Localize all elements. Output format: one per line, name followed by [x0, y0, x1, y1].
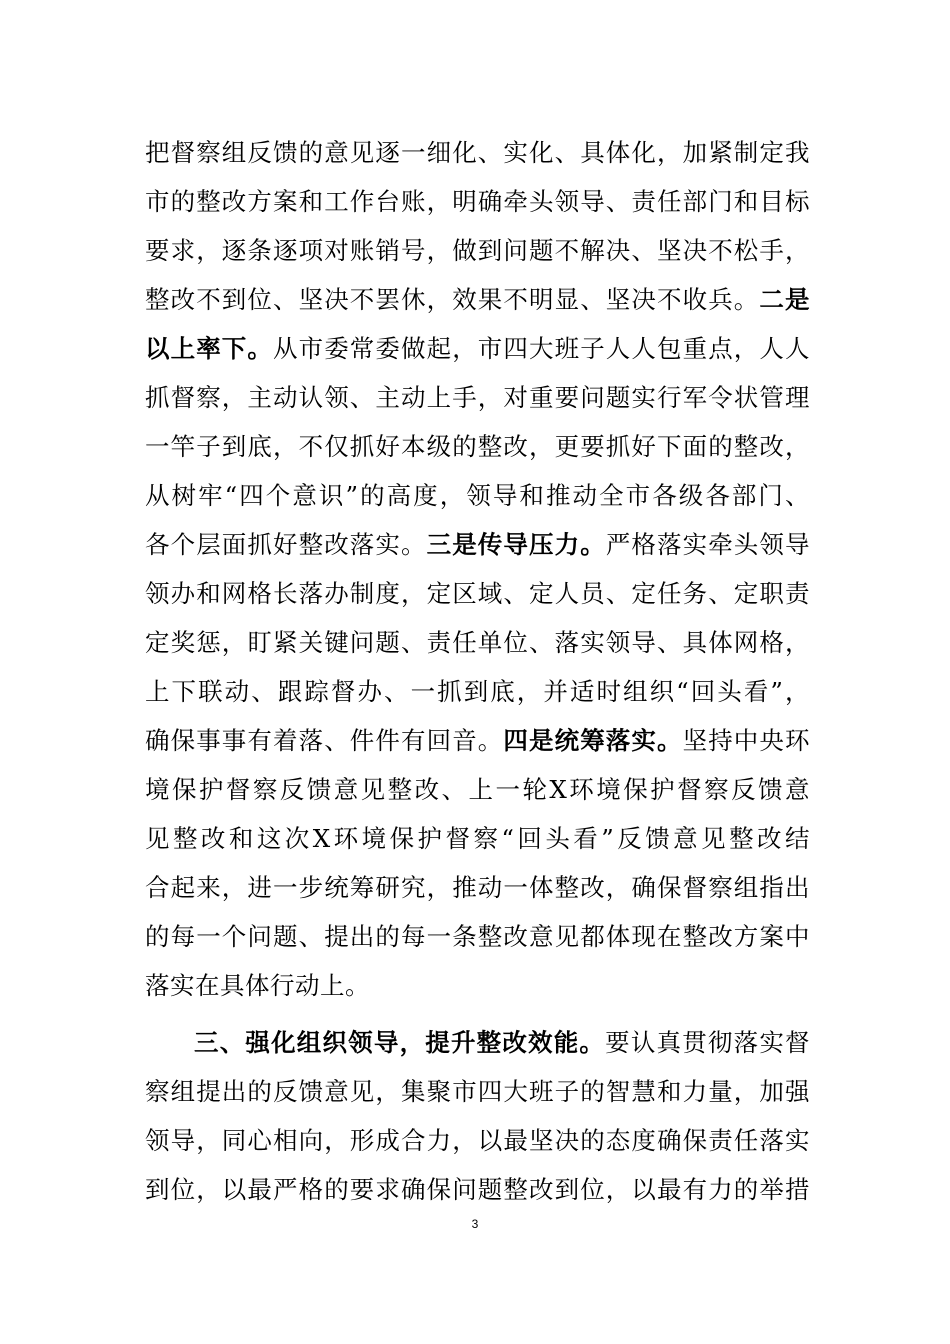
text-line: 领办和网格长落办制度，定区域、定人员、定任务、定职责	[145, 579, 810, 608]
text-line: 市的整改方案和工作台账，明确牵头领导、责任部门和目标	[145, 187, 810, 216]
text-run: 坚持中央环	[682, 726, 811, 755]
text-line: 境保护督察反馈意见整改、上一轮X环境保护督察反馈意	[145, 775, 810, 804]
text-line: 要求，逐条逐项对账销号，做到问题不解决、坚决不松手，	[145, 236, 810, 265]
text-line	[145, 1018, 810, 1067]
text-line: 见整改和这次X环境保护督察“回头看”反馈意见整改结	[145, 824, 810, 853]
document-body	[145, 128, 810, 1214]
text-line: 从树牢“四个意识”的高度，领导和推动全市各级各部门、	[145, 481, 810, 510]
paragraph-1	[145, 128, 810, 1010]
text-run: 严格落实牵头领导	[605, 530, 811, 559]
text-line: 抓督察，主动认领、主动上手，对重要问题实行军令状管理	[145, 383, 810, 412]
text-run: 各个层面抓好整改落实。	[145, 530, 427, 559]
bold-heading-run: 四是统筹落实。	[503, 726, 683, 755]
text-line: 上下联动、跟踪督办、一抓到底，并适时组织“回头看”，	[145, 677, 810, 706]
text-line: 领导，同心相向，形成合力，以最坚决的态度确保责任落实	[145, 1126, 810, 1155]
text-line: 一竿子到底，不仅抓好本级的整改，更要抓好下面的整改，	[145, 432, 810, 461]
text-run: 整改不到位、坚决不罢休，效果不明显、坚决不收兵。	[145, 285, 760, 314]
text-line	[145, 716, 810, 765]
paragraph-gap	[145, 1010, 810, 1018]
text-line: 落实在具体行动上。	[145, 971, 370, 1000]
bold-heading-run: 二是	[759, 285, 811, 314]
text-line	[145, 275, 810, 324]
text-line	[145, 324, 810, 373]
page-number: 3	[471, 1217, 479, 1231]
paragraph-2	[145, 1018, 810, 1214]
text-run: 从市委常委做起，市四大班子人人包重点，人人	[273, 334, 810, 363]
text-line: 察组提出的反馈意见，集聚市四大班子的智慧和力量，加强	[145, 1077, 810, 1106]
text-line: 到位，以最严格的要求确保问题整改到位，以最有力的举措	[145, 1175, 810, 1204]
text-line	[145, 520, 810, 569]
bold-heading-run: 以上率下。	[145, 334, 273, 363]
text-line: 的每一个问题、提出的每一条整改意见都体现在整改方案中	[145, 922, 810, 951]
text-line: 把督察组反馈的意见逐一细化、实化、具体化，加紧制定我	[145, 138, 810, 167]
bold-heading-run: 三是传导压力。	[426, 530, 606, 559]
text-run: 要认真贯彻落实督	[605, 1028, 811, 1057]
section-heading: 三、强化组织领导，提升整改效能。	[194, 1028, 606, 1057]
text-line: 合起来，进一步统筹研究，推动一体整改，确保督察组指出	[145, 873, 810, 902]
text-line: 定奖惩，盯紧关键问题、责任单位、落实领导、具体网格，	[145, 628, 810, 657]
text-run: 确保事事有着落、件件有回音。	[145, 726, 504, 755]
